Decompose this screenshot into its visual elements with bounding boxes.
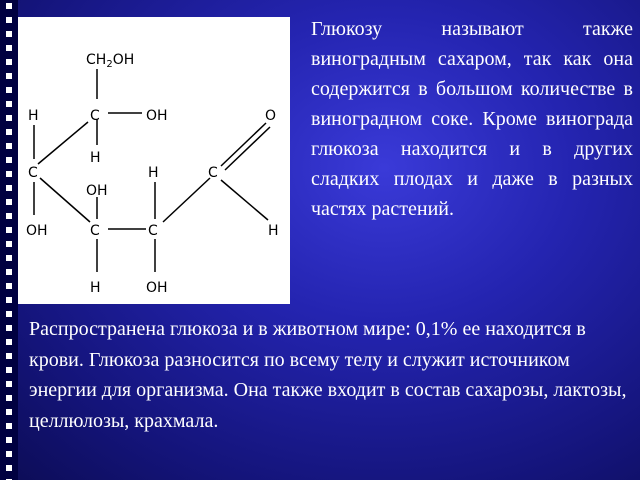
formula-diagram [18, 17, 290, 304]
atom-c-3: C [90, 223, 100, 239]
atom-c-left: C [28, 165, 38, 181]
atom-h-left-top: H [28, 108, 39, 124]
film-strip-decoration [0, 0, 18, 480]
atom-c-2: C [90, 108, 100, 124]
side-paragraph: Глюкозу называют также виноградным сахаром, так как она содержится в большом количестве в виноградном соке. Кроме винограда глюкоза находится и в других сладких плодах и даже в разных частях растений. [311, 18, 633, 220]
atom-h-c3: H [90, 280, 101, 296]
atom-oh-left: OH [26, 223, 48, 239]
glucose-structural-formula [18, 17, 290, 304]
atom-c-aldehyde: C [208, 165, 218, 181]
atom-o-aldehyde: O [265, 108, 277, 124]
atom-c-4: C [148, 223, 158, 239]
atom-oh-c3: OH [86, 183, 108, 199]
atom-h-aldehyde: H [268, 223, 279, 239]
atom-ch2oh: $CH_2OH$ [86, 52, 135, 70]
bottom-paragraph: Распространена глюкоза и в животном мире: 0,1% ее находится в крови. Глюкоза разносится по всему телу и служит источником энергии для организма. Она также входит в состав сахарозы, лактозы, целлюлозы, крахмала. [29, 318, 627, 432]
atom-h-c4: H [148, 165, 159, 181]
atom-h-c2: H [90, 150, 101, 166]
atom-oh-c4: OH [146, 280, 168, 296]
atom-oh-c2: OH [146, 108, 168, 124]
